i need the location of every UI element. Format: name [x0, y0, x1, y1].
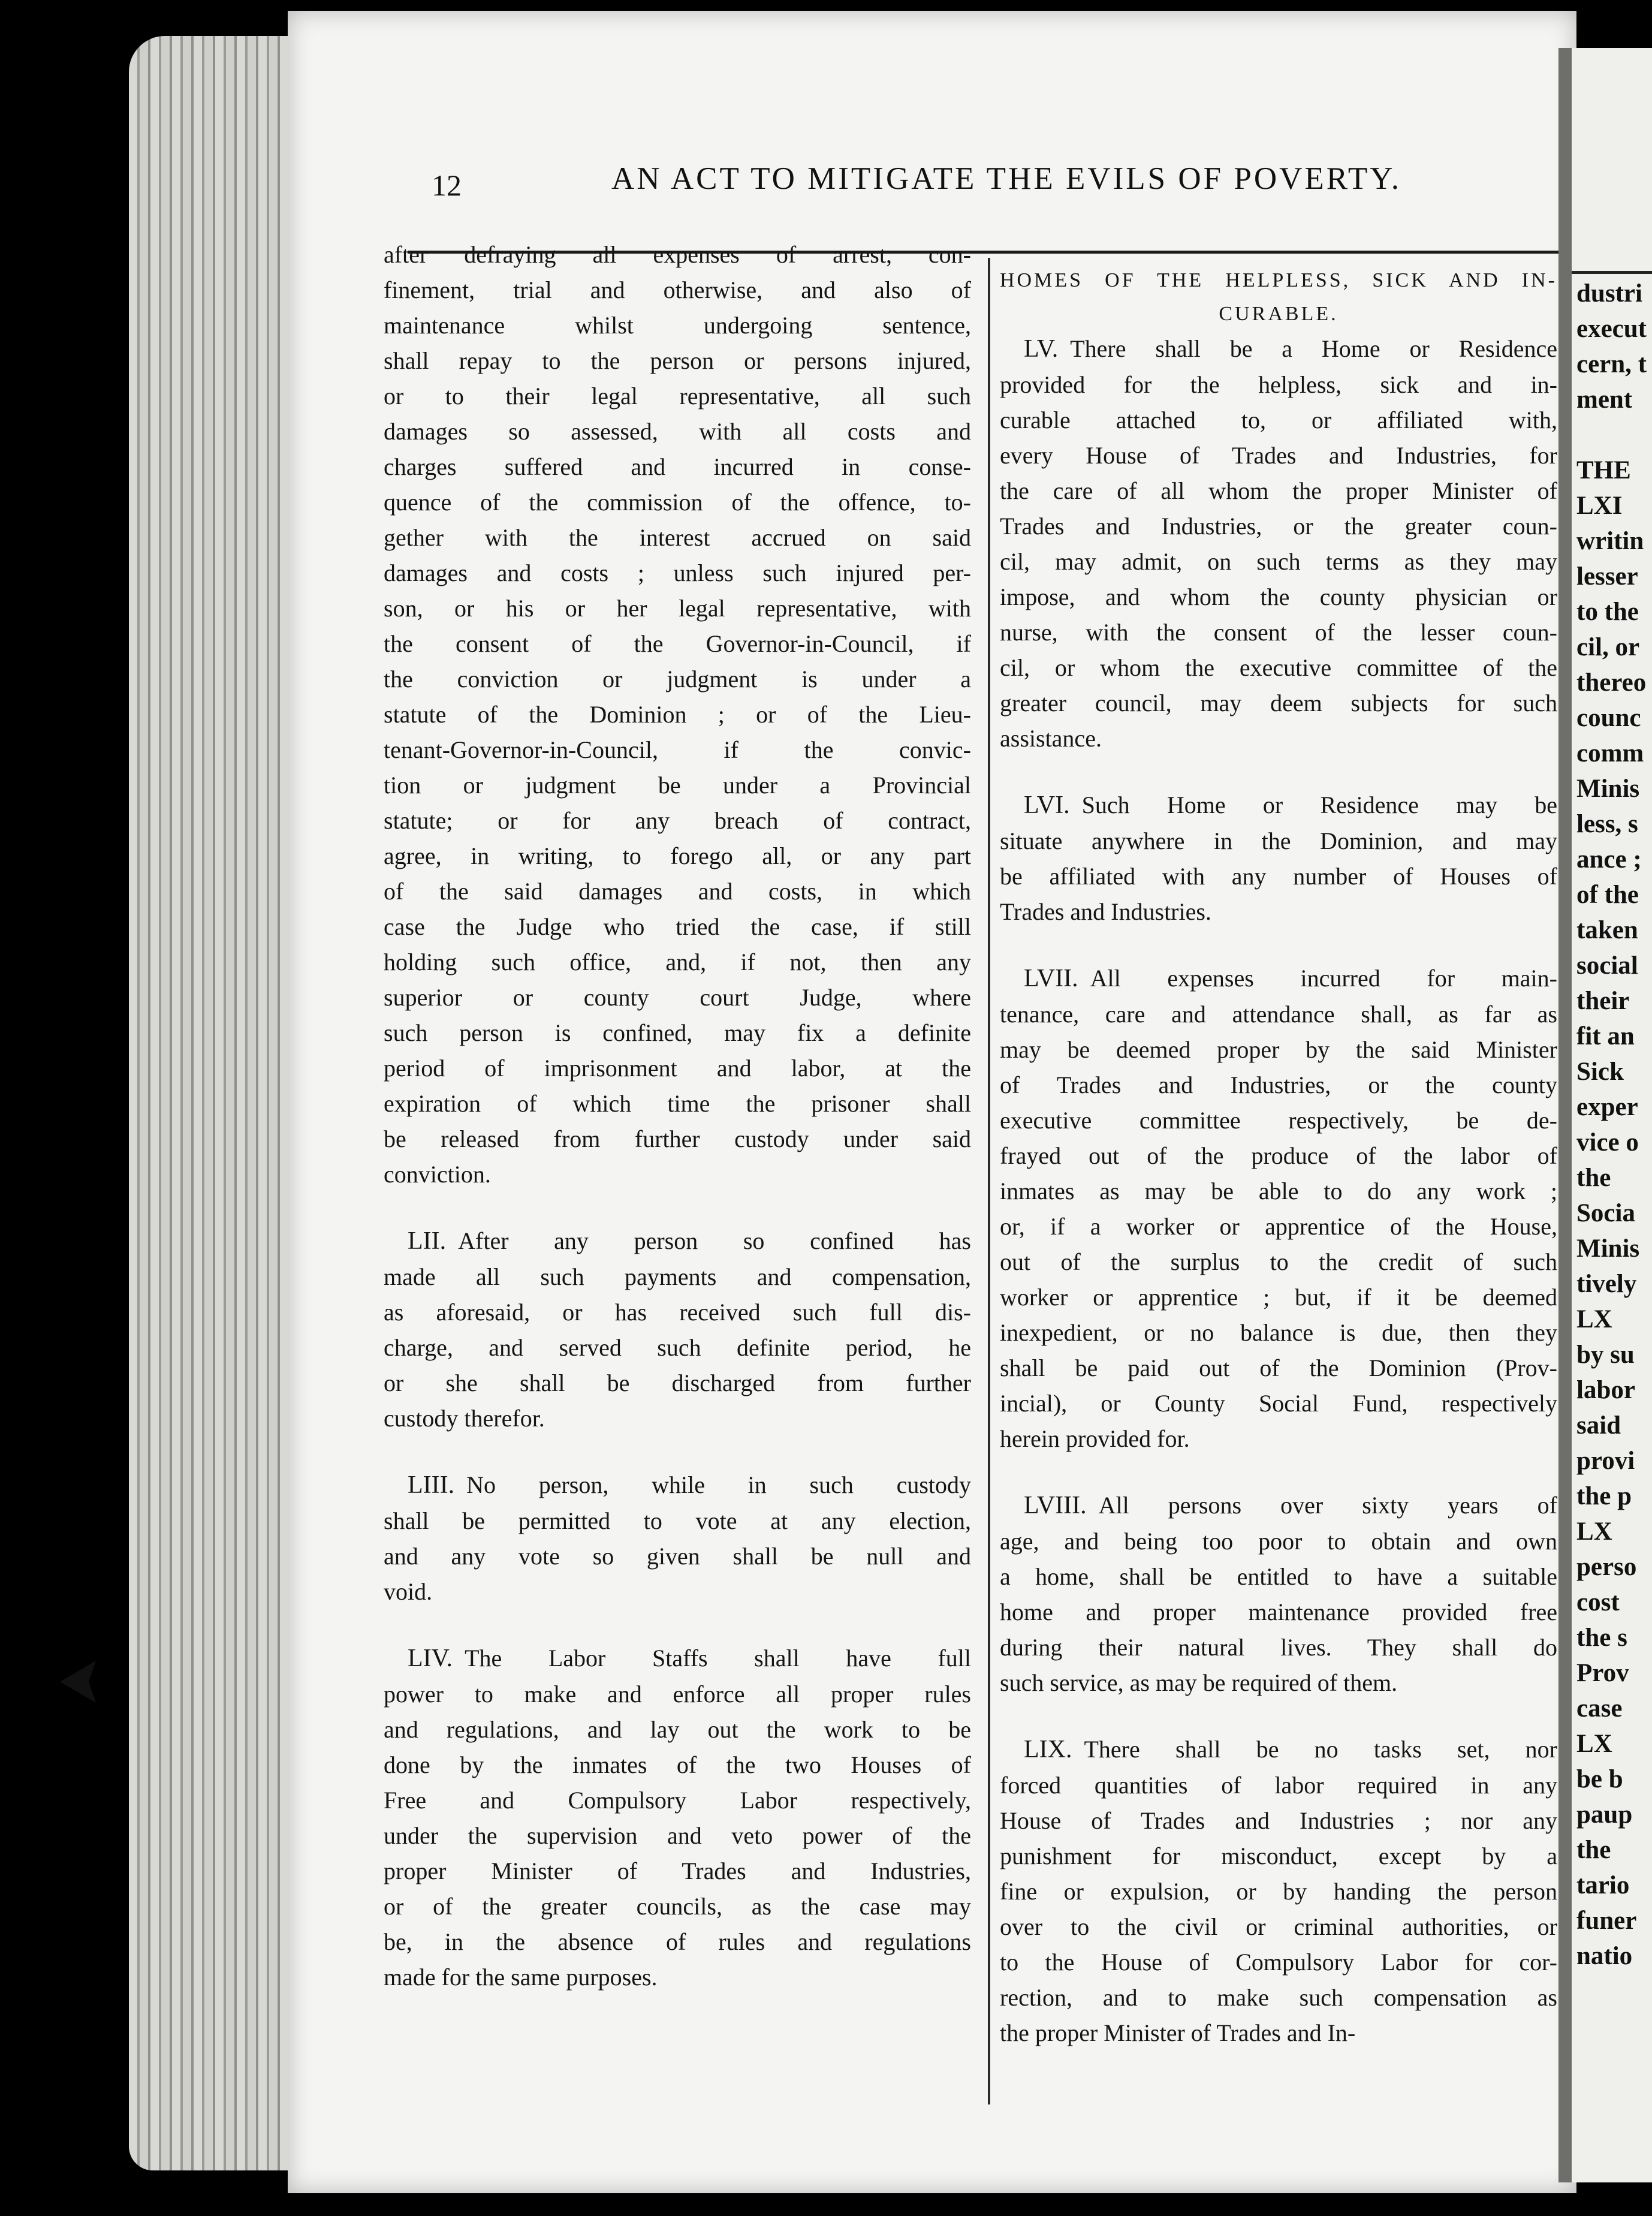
- text-line: agree, in writing, to forego all, or any part: [384, 842, 971, 869]
- adjacent-page-fragment: writin: [1576, 527, 1644, 555]
- adjacent-page-fragment: cost: [1576, 1588, 1620, 1616]
- text-line: cil, may admit, on such terms as they may: [1000, 548, 1557, 575]
- text-line: statute of the Dominion ; or of the Lieu-: [384, 701, 971, 728]
- text-line: shall repay to the person or persons injured,: [384, 347, 971, 374]
- paragraph-gap: [1000, 1700, 1557, 1732]
- text-line: a home, shall be entitled to have a suitable: [1000, 1563, 1557, 1590]
- section-heading-line: CURABLE.: [1219, 303, 1339, 325]
- adjacent-page-fragment: of the: [1576, 881, 1639, 909]
- text-line: provided for the helpless, sick and in-: [1000, 371, 1557, 398]
- text-line: during their natural lives. They shall do: [1000, 1634, 1557, 1661]
- section-paragraph: [384, 1223, 971, 1436]
- section-paragraph: [1000, 961, 1557, 1456]
- adjacent-page-fragment: perso: [1576, 1553, 1637, 1581]
- adjacent-page: [1558, 48, 1652, 2182]
- paragraph-gap: [1000, 1456, 1557, 1488]
- column-divider: [988, 258, 990, 2104]
- text-line: tenant-Governor-in-Council, if the convic-: [384, 736, 971, 763]
- text-line: after defraying all expenses of arrest, con-: [384, 241, 971, 268]
- adjacent-page-fragment: case: [1576, 1694, 1623, 1723]
- adjacent-page-fragment: LX: [1576, 1730, 1612, 1758]
- adjacent-page-fragment: the s: [1576, 1624, 1627, 1652]
- section-paragraph: [1000, 1488, 1557, 1700]
- text-line: may be deemed proper by the said Minister: [1000, 1036, 1557, 1063]
- text-line: such service, as may be required of them.: [1000, 1669, 1398, 1696]
- adjacent-page-fragment: Minis: [1576, 775, 1640, 803]
- adjacent-page-fragment: the: [1576, 1164, 1611, 1192]
- text-line: cil, or whom the executive committee of the: [1000, 654, 1557, 681]
- text-line: made for the same purposes.: [384, 1964, 658, 1991]
- section-number: LVI.: [1024, 791, 1070, 819]
- text-line: conviction.: [384, 1161, 491, 1188]
- adjacent-page-fragment: exper: [1576, 1093, 1638, 1121]
- adjacent-page-fragment: fit an: [1576, 1022, 1635, 1050]
- adjacent-page-fragment: less, s: [1576, 810, 1638, 838]
- text-line: or, if a worker or apprentice of the House,: [1000, 1213, 1557, 1240]
- adjacent-page-fragment: to the: [1576, 598, 1639, 626]
- running-header: [432, 161, 1570, 221]
- adjacent-page-fragment: social: [1576, 952, 1638, 980]
- section-number: LII.: [408, 1227, 447, 1255]
- section-heading-line: HOMES OF THE HELPLESS, SICK AND IN-: [1000, 269, 1557, 291]
- text-line: shall be permitted to vote at any election,: [384, 1507, 971, 1534]
- text-line: LIV. The Labor Staffs shall have full: [408, 1645, 971, 1672]
- text-line: rection, and to make such compensation as: [1000, 1984, 1557, 2011]
- section-paragraph: [1000, 1732, 1557, 2051]
- text-line: be affiliated with any number of Houses of: [1000, 863, 1557, 890]
- text-line: tenance, care and attendance shall, as far as: [1000, 1001, 1557, 1028]
- adjacent-page-fragment: cern, t: [1576, 350, 1647, 378]
- page-tab-marker: [60, 1661, 96, 1703]
- text-line: damages and costs ; unless such injured per-: [384, 559, 971, 586]
- text-line: damages so assessed, with all costs and: [384, 418, 971, 445]
- text-line: LVIII. All persons over sixty years of: [1024, 1492, 1557, 1519]
- text-line: of Trades and Industries, or the county: [1000, 1071, 1557, 1098]
- text-line: forced quantities of labor required in any: [1000, 1772, 1557, 1799]
- text-line: tion or judgment be under a Provincial: [384, 772, 971, 799]
- text-line: quence of the commission of the offence, to-: [384, 489, 971, 516]
- text-line: son, or his or her legal representative, with: [384, 595, 971, 622]
- text-line: out of the surplus to the credit of such: [1000, 1248, 1557, 1275]
- paragraph-gap: [1000, 756, 1557, 787]
- adjacent-page-fragment: Sick: [1576, 1058, 1624, 1086]
- adjacent-page-fragment: be b: [1576, 1765, 1623, 1793]
- adjacent-page-fragment: LX: [1576, 1305, 1612, 1333]
- adjacent-page-fragment: comm: [1576, 739, 1644, 767]
- text-line: frayed out of the produce of the labor of: [1000, 1142, 1557, 1169]
- right-column: [1000, 264, 1557, 2051]
- text-line: or of the greater councils, as the case may: [384, 1893, 971, 1920]
- paragraph-gap: [384, 1436, 971, 1467]
- section-number: LIII.: [408, 1471, 455, 1499]
- text-line: the consent of the Governor-in-Council, if: [384, 630, 971, 657]
- text-line: power to make and enforce all proper rules: [384, 1681, 971, 1708]
- adjacent-page-fragment: dustri: [1576, 279, 1642, 308]
- text-line: Trades and Industries, or the greater coun-: [1000, 513, 1557, 540]
- text-line: to the House of Compulsory Labor for cor-: [1000, 1949, 1557, 1976]
- text-line: be, in the absence of rules and regulations: [384, 1928, 971, 1955]
- text-line: expiration of which time the prisoner shall: [384, 1090, 971, 1117]
- text-line: gether with the interest accrued on said: [384, 524, 971, 551]
- text-line: charge, and served such definite period, he: [384, 1334, 971, 1361]
- text-line: home and proper maintenance provided free: [1000, 1598, 1557, 1625]
- text-line: custody therefor.: [384, 1405, 545, 1432]
- adjacent-page-fragment: their: [1576, 987, 1630, 1015]
- adjacent-page-fragment: said: [1576, 1411, 1621, 1440]
- adjacent-page-fragment: by su: [1576, 1341, 1635, 1369]
- adjacent-page-fragment: the p: [1576, 1482, 1632, 1510]
- adjacent-page-fragment: cil, or: [1576, 633, 1640, 661]
- section-number: LVIII.: [1024, 1492, 1087, 1519]
- adjacent-page-fragment: counc: [1576, 704, 1641, 732]
- text-line: LV. There shall be a Home or Residence: [1024, 335, 1557, 363]
- text-line: finement, trial and otherwise, and also of: [384, 276, 971, 303]
- page-number: 12: [432, 168, 462, 202]
- text-line: LIII. No person, while in such custody: [408, 1471, 971, 1499]
- text-line: as aforesaid, or has received such full dis-: [384, 1299, 971, 1326]
- text-line: punishment for misconduct, except by a: [1000, 1842, 1557, 1869]
- adjacent-page-fragment: ment: [1576, 386, 1633, 414]
- text-line: the conviction or judgment is under a: [384, 666, 971, 692]
- text-line: charges suffered and incurred in conse-: [384, 453, 971, 480]
- text-line: curable attached to, or affiliated with,: [1000, 407, 1557, 433]
- text-line: the care of all whom the proper Minister of: [1000, 477, 1557, 504]
- text-line: and regulations, and lay out the work to be: [384, 1716, 971, 1743]
- text-line: of the said damages and costs, in which: [384, 878, 971, 905]
- adjacent-page-fragment: Minis: [1576, 1235, 1640, 1263]
- adjacent-page-fragment: THE: [1576, 456, 1631, 484]
- text-line: House of Trades and Industries ; nor any: [1000, 1807, 1557, 1834]
- text-line: under the supervision and veto power of the: [384, 1822, 971, 1849]
- adjacent-page-fragment: Prov: [1576, 1659, 1629, 1687]
- text-line: period of imprisonment and labor, at the: [384, 1055, 971, 1082]
- text-line: executive committee respectively, be de-: [1000, 1107, 1557, 1134]
- text-line: such person is confined, may fix a definite: [384, 1019, 971, 1046]
- section-paragraph: [384, 1467, 971, 1609]
- text-line: situate anywhere in the Dominion, and may: [1000, 827, 1557, 854]
- adjacent-page-fragment: natio: [1576, 1942, 1633, 1970]
- text-line: nurse, with the consent of the lesser coun-: [1000, 619, 1557, 646]
- text-line: shall be paid out of the Dominion (Prov-: [1000, 1354, 1557, 1381]
- text-line: LVI. Such Home or Residence may be: [1024, 791, 1557, 819]
- adjacent-page-fragment: ance ;: [1576, 845, 1642, 874]
- text-line: every House of Trades and Industries, for: [1000, 442, 1557, 469]
- adjacent-page-fragment: taken: [1576, 916, 1638, 944]
- text-line: superior or county court Judge, where: [384, 984, 971, 1011]
- text-line: fine or expulsion, or by handing the person: [1000, 1878, 1557, 1905]
- adjacent-page-fragment: [1576, 417, 1652, 453]
- text-line: statute; or for any breach of contract,: [384, 807, 971, 834]
- text-line: inmates as may be able to do any work ;: [1000, 1178, 1557, 1205]
- adjacent-page-text: [1576, 276, 1652, 1974]
- text-line: be released from further custody under said: [384, 1125, 971, 1152]
- text-line: age, and being too poor to obtain and own: [1000, 1528, 1557, 1555]
- paragraph-gap: [384, 1192, 971, 1223]
- text-line: greater council, may deem subjects for such: [1000, 690, 1557, 716]
- text-line: LIX. There shall be no tasks set, nor: [1024, 1736, 1557, 1763]
- text-line: and any vote so given shall be null and: [384, 1543, 971, 1570]
- adjacent-page-fragment: provi: [1576, 1447, 1635, 1475]
- adjacent-page-fragment: lesser: [1576, 562, 1638, 591]
- adjacent-page-fragment: tively: [1576, 1270, 1637, 1298]
- section-number: LV.: [1024, 335, 1059, 363]
- book-page-edges: [129, 36, 303, 2170]
- text-line: LVII. All expenses incurred for main-: [1024, 965, 1557, 992]
- adjacent-page-fragment: LXI: [1576, 492, 1623, 520]
- text-line: over to the civil or criminal authorities, or: [1000, 1913, 1557, 1940]
- section-heading: [1000, 264, 1557, 331]
- text-line: maintenance whilst undergoing sentence,: [384, 312, 971, 339]
- adjacent-page-fragment: execut: [1576, 315, 1647, 343]
- adjacent-page-fragment: tario: [1576, 1871, 1630, 1899]
- section-paragraph: [1000, 787, 1557, 929]
- text-line: proper Minister of Trades and Industries,: [384, 1857, 971, 1884]
- left-column: [384, 237, 971, 1995]
- adjacent-page-rule: [1572, 271, 1652, 274]
- section-paragraph: [384, 1640, 971, 1995]
- paragraph-gap: [1000, 929, 1557, 961]
- adjacent-page-fragment: paup: [1576, 1800, 1633, 1829]
- adjacent-page-fragment: vice o: [1576, 1128, 1639, 1157]
- adjacent-page-fragment: thereo: [1576, 669, 1647, 697]
- text-line: Trades and Industries.: [1000, 898, 1211, 925]
- text-line: void.: [384, 1578, 433, 1605]
- adjacent-page-fragment: LX: [1576, 1518, 1612, 1546]
- text-line: incial), or County Social Fund, respectively: [1000, 1390, 1557, 1417]
- text-line: holding such office, and, if not, then any: [384, 949, 971, 975]
- section-number: LIV.: [408, 1645, 453, 1672]
- adjacent-page-fragment: funer: [1576, 1907, 1637, 1935]
- text-line: done by the inmates of the two Houses of: [384, 1751, 971, 1778]
- text-line: impose, and whom the county physician or: [1000, 583, 1557, 610]
- section-number: LVII.: [1024, 965, 1078, 992]
- section-number: LIX.: [1024, 1736, 1072, 1763]
- text-line: assistance.: [1000, 725, 1102, 752]
- text-line: made all such payments and compensation,: [384, 1263, 971, 1290]
- adjacent-page-fragment: labor: [1576, 1376, 1635, 1404]
- text-line: case the Judge who tried the case, if still: [384, 913, 971, 940]
- text-line: LII. After any person so confined has: [408, 1227, 971, 1255]
- page-title: AN ACT TO MITIGATE THE EVILS OF POVERTY.: [611, 161, 1401, 196]
- text-line: herein provided for.: [1000, 1425, 1190, 1452]
- text-line: or to their legal representative, all such: [384, 383, 971, 410]
- paragraph-gap: [384, 1609, 971, 1640]
- text-line: Free and Compulsory Labor respectively,: [384, 1787, 971, 1814]
- text-line: or she shall be discharged from further: [384, 1369, 971, 1396]
- section-paragraph: [1000, 331, 1557, 756]
- continued-paragraph: [384, 237, 971, 1192]
- text-line: the proper Minister of Trades and In-: [1000, 2019, 1356, 2046]
- text-line: inexpedient, or no balance is due, then they: [1000, 1319, 1557, 1346]
- adjacent-page-fragment: Socia: [1576, 1199, 1635, 1227]
- adjacent-page-fragment: the: [1576, 1836, 1611, 1864]
- text-line: worker or apprentice ; but, if it be deemed: [1000, 1284, 1557, 1311]
